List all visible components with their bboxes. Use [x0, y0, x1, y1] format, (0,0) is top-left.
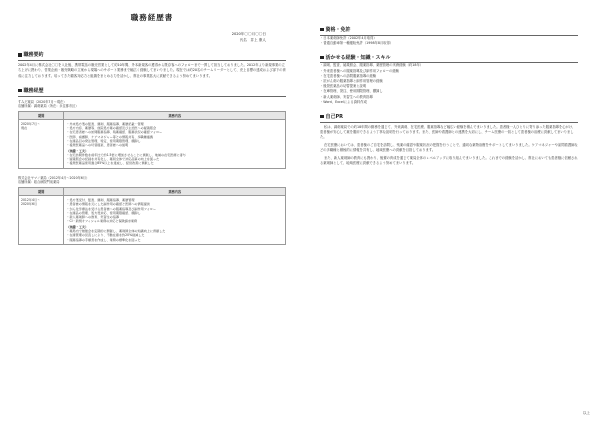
- section-marker-icon: [18, 53, 22, 57]
- skills-heading-label: 活かせる経験・知識・スキル: [325, 54, 391, 61]
- skill-item: ・在庫管理、発注、使用期限管理、棚卸し: [320, 89, 383, 94]
- job2-task: ・新人薬剤師への教育、実習生の指導: [66, 215, 119, 220]
- job2-task: ・処方箋受付、監査、調剤、服薬指導、薬歴管理: [66, 197, 135, 202]
- job1-result: ・後発医薬品使用割合85%以上を達成し、経営改善に貢献した: [66, 161, 154, 166]
- job2-result-heading: 〈実績・工夫〉: [66, 224, 89, 229]
- job2-period: 2012年4月〜 2020年6月: [19, 195, 64, 244]
- skill-item: ・Word、Excelによる資料作成: [320, 99, 367, 104]
- job1-tasks-cell: [64, 119, 286, 168]
- job1-result: ・疑義照会の記録を共有化し、薬局全体で対応品質の向上を図った: [66, 157, 160, 162]
- career-heading: [18, 87, 286, 97]
- job2-period-header: 期間: [19, 187, 64, 195]
- closing-mark: 以上: [582, 411, 590, 415]
- job1-detail: 店舗所属：調剤薬局（所在：永住都市区）: [18, 104, 79, 109]
- summary-heading: [18, 51, 286, 61]
- career-heading-label: 職務経歴: [23, 88, 44, 95]
- summary-heading-label: 職務要約: [23, 52, 44, 59]
- section-marker-icon: [18, 89, 22, 93]
- job1-task: ・在庫品目の発注管理、特定、使用期限管理、棚卸し: [66, 139, 141, 143]
- section-marker-icon: [320, 115, 324, 119]
- pr-paragraph: 在宅医療においては、患者様のご自宅を訪問し、残薬の確認や服薬状況の把握を行うことで、適切な薬物治療をサポートしてまいりました。ケアマネジャーや訪問看護師などの多職種と積極的に情報を共有し、地域医療への貢献を目指しております。: [320, 142, 578, 153]
- job2-task: ・CI・新規オフィシャル業務の対応と保険請求業務: [66, 219, 138, 224]
- job2-result: ・薬局内で勉強会を定期的に開催し、薬剤師全体の知識向上に貢献した: [66, 229, 166, 234]
- job1-task: ・後発医薬品への切替提案、患者様への説明: [66, 143, 129, 148]
- job2-task: ・がん化学療法を受ける患者様への服薬指導及び副作用フォロー: [66, 206, 156, 211]
- job2-tasks-header: 業務内容: [64, 187, 286, 195]
- applicant-name: 氏名 井上 康人: [239, 38, 266, 43]
- pr-heading: [320, 113, 578, 123]
- job2-detail: 店舗所属：総合病院門前薬局: [18, 180, 60, 185]
- job2-tasks-cell: [64, 195, 286, 244]
- job1-task: ・処方内容、薬歴等、他院処方薬の確認及び主治医への疑義照会: [66, 126, 157, 131]
- job1-period-header: 期間: [19, 111, 64, 119]
- job1-period: 2020年7月〜 現在: [19, 119, 64, 168]
- job1-result-heading: 〈実績・工夫〉: [66, 148, 89, 153]
- skill-item: ・在宅患者様への訪問服薬指導の経験: [320, 73, 377, 78]
- pr-paragraph: 私は、調剤薬局での約18年間の勤務を通じて、外来調剤、在宅医療、服薬指導など幅広い経験を積んでまいりました。患者様一人ひとりに寄り添った服薬指導を心がけ、患者様が安心して薬を服用できるよう丁寧な説明を行っております。また、医師や看護師との連携を大切にし、チーム医療の一員として患者様の治療に貢献してまいりました。: [320, 124, 576, 140]
- qualification-item: ・日本薬剤師免許（2002年4月取得）: [320, 35, 377, 40]
- job1-company: すみだ薬局（2020年7月〜現在）: [18, 99, 67, 104]
- qualifications-heading-label: 資格・免許: [325, 27, 351, 33]
- pr-heading-label: 自己PR: [325, 114, 344, 121]
- document-date: 2020年〇〇月〇〇日: [231, 32, 266, 36]
- job1-task: ・外来処方箋の監査、調剤、服薬指導、薬歴記載・管理: [66, 121, 144, 126]
- skills-heading: [320, 54, 578, 64]
- job2-table: [18, 187, 286, 245]
- skill-item: ・後発医薬品の切替提案と説明: [320, 84, 367, 89]
- job1-result: ・在宅訪問件数を前年比で約1.5倍に増加させることに貢献し、地域の在宅医療に寄与: [66, 152, 186, 157]
- job1-table: [18, 111, 286, 169]
- job2-task: ・患者様の情報を元にした副作用の確認と医師への情報提供: [66, 202, 150, 207]
- pr-paragraph: また、新人薬剤師の教育にも携わり、後輩の育成を通じて薬局全体のレベルアップに取り組んでまいりました。これまでの経験を活かし、貴社においても患者様に信頼される薬剤師として、地域医療に貢献できるよう努めてまいります。: [320, 155, 578, 165]
- job1-task: ・医師、看護師、ケアマネジャー等との情報共有、多職種連携: [66, 134, 153, 139]
- qualification-item: ・普通自動車第一種運転免許（1998年8月取得）: [320, 40, 394, 45]
- section-marker-icon: [320, 28, 324, 32]
- skill-item: ・調剤、監査、疑義照会、服薬指導、薬歴管理の実務経験（約18年）: [320, 63, 424, 68]
- qualifications-heading: [320, 26, 578, 36]
- job1-task: ・在宅患者様への訪問服薬指導、残薬確認、服薬状況の確認フォロー: [66, 130, 163, 135]
- job2-header: [18, 176, 286, 185]
- job1-header: [18, 100, 286, 109]
- page-2: [300, 0, 600, 424]
- job2-task: ・在庫品の管理、処方箋対応、使用期限確認、棚卸し: [66, 210, 141, 215]
- summary-text: 2002年4月に株式会社〇〇を入社後、携帯電話の販売営業として約10年間、外本新規客の獲得から既存客へのフォローまで一貫して担当しておりました。2012年より新規事業の立ち上げに携わり、営業企画・販売戦略の立案から現場へのサポート業務まで幅広く経験してまいりました。現在では約20名のチームリーダーとして、売上目標の達成および部下の育成に注力しております。培ってきた顧客対応力と組織をまとめる力を活かし、貴社の事業拡大に貢献できるよう努めてまいります。: [18, 62, 286, 78]
- job2-company: 株式会社ヤマノ薬局（2012年4月〜2020年6月）: [18, 175, 90, 180]
- skill-item: ・外来患者様への服薬指導及び副作用フォローの経験: [320, 68, 399, 73]
- section-marker-icon: [320, 56, 324, 60]
- skill-item: ・抗がん剤の服薬指導と副作用管理の経験: [320, 79, 383, 84]
- job2-result: ・服薬指導の手順書を作成し、業務の標準化を図った: [66, 237, 141, 242]
- skill-item: ・新人薬剤師、実習生への教育指導: [320, 94, 373, 99]
- document-meta: [18, 31, 266, 43]
- document-title: 職務経歴書: [130, 13, 174, 22]
- job1-tasks-header: 業務内容: [64, 111, 286, 119]
- job2-result: ・在庫管理の見直しにより、不動在庫を約20%削減した: [66, 233, 145, 238]
